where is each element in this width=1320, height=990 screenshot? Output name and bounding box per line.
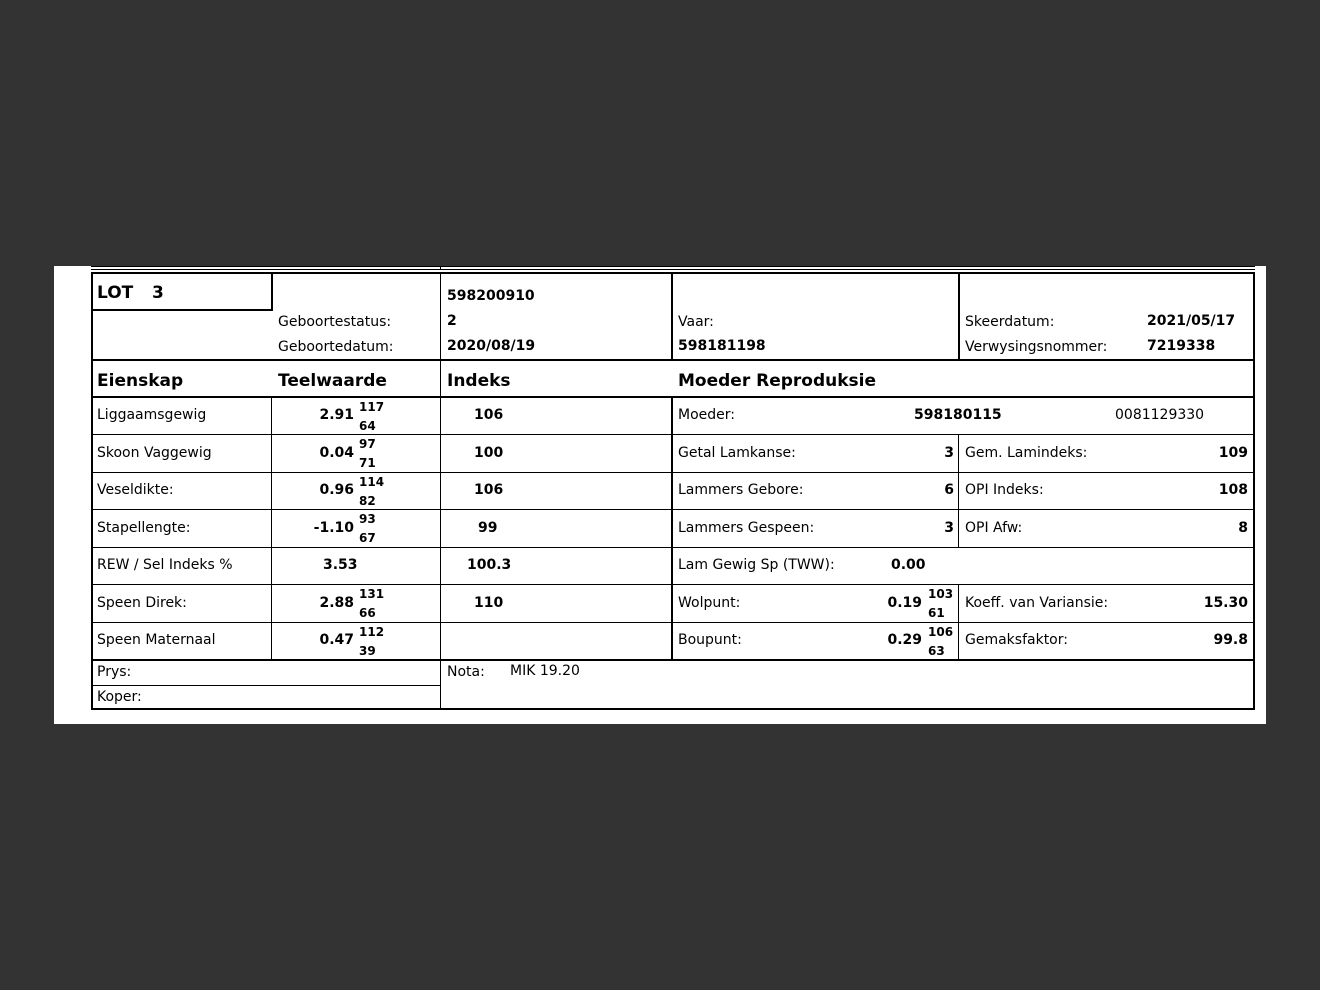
wool-score-rank-top: 103 <box>928 587 954 601</box>
lambs-born-value: 6 <box>944 482 954 498</box>
trait-value: 3.53 <box>323 557 358 573</box>
trait-rank-top: 114 <box>359 475 385 489</box>
trait-value: 2.88 <box>319 595 354 611</box>
lambings-value: 3 <box>944 445 954 461</box>
col-line-4-bottom <box>958 584 959 660</box>
row-line-1 <box>91 434 1255 435</box>
avg-lamb-index-label: Gem. Lamindeks: <box>965 445 1088 461</box>
lambs-weaned-value: 3 <box>944 520 954 536</box>
shearing-date-label: Skeerdatum: <box>965 314 1055 330</box>
birth-date-value: 2020/08/19 <box>447 338 536 354</box>
coef-variation-label: Koeff. van Variansie: <box>965 595 1109 611</box>
birth-status-label: Geboortestatus: <box>278 314 392 330</box>
build-score-rank-top: 106 <box>928 625 954 639</box>
price-label: Prys: <box>97 664 132 680</box>
ease-factor-label: Gemaksfaktor: <box>965 632 1068 648</box>
trait-index: 106 <box>474 407 504 423</box>
col-line-1 <box>271 396 272 660</box>
header-top-line <box>91 359 1255 361</box>
trait-rank-top: 97 <box>359 437 376 451</box>
trait-rank-top: 93 <box>359 512 376 526</box>
avg-lamb-index-value: 109 <box>1218 445 1248 461</box>
frame-bottom <box>91 708 1255 710</box>
header-bottom-line <box>91 396 1255 398</box>
note-label: Nota: <box>447 664 485 680</box>
header-dam-reproduction: Moeder Reproduksie <box>678 371 877 391</box>
header-index: Indeks <box>447 371 511 391</box>
dam-id: 598180115 <box>914 407 1002 423</box>
lambs-born-label: Lammers Gebore: <box>678 482 804 498</box>
build-score-rank-bottom: 63 <box>928 644 945 658</box>
top-edge-line <box>91 266 1255 267</box>
frame-right <box>1253 272 1255 710</box>
trait-name: Skoon Vaggewig <box>97 445 212 461</box>
dam-tag: 0081129330 <box>1115 407 1205 423</box>
wool-score-rank-bottom: 61 <box>928 606 945 620</box>
top-edge-tick <box>440 266 441 270</box>
trait-rank-bottom: 39 <box>359 644 376 658</box>
trait-name: Speen Maternaal <box>97 632 216 648</box>
trait-index: 106 <box>474 482 504 498</box>
build-score-value: 0.29 <box>887 632 922 648</box>
trait-value: -1.10 <box>313 520 354 536</box>
trait-value: 0.96 <box>319 482 354 498</box>
row-line-5 <box>91 584 1255 585</box>
col-line-2 <box>440 272 441 710</box>
col-line-3-top <box>671 272 673 361</box>
trait-rank-bottom: 67 <box>359 531 376 545</box>
table-bottom-line <box>91 659 1255 661</box>
shearing-date-value: 2021/05/17 <box>1147 313 1236 329</box>
ease-factor-value: 99.8 <box>1213 632 1248 648</box>
opi-deviation-value: 8 <box>1238 520 1248 536</box>
lot-label: LOT <box>97 283 134 303</box>
birth-status-value: 2 <box>447 313 457 329</box>
trait-index: 110 <box>474 595 504 611</box>
trait-rank-bottom: 71 <box>359 456 376 470</box>
build-score-label: Boupunt: <box>678 632 742 648</box>
trait-name: Veseldikte: <box>97 482 174 498</box>
note-value: MIK 19.20 <box>510 663 580 679</box>
header-trait: Eienskap <box>97 371 184 391</box>
lot-box-right <box>271 272 273 310</box>
trait-rank-bottom: 82 <box>359 494 376 508</box>
trait-rank-top: 112 <box>359 625 385 639</box>
lambings-label: Getal Lamkanse: <box>678 445 796 461</box>
row-line-2 <box>91 472 1255 473</box>
lot-box-top <box>91 272 273 274</box>
birth-date-label: Geboortedatum: <box>278 339 394 355</box>
trait-name: Stapellengte: <box>97 520 191 536</box>
trait-index: 100.3 <box>467 557 512 573</box>
col-line-4-top <box>958 272 960 361</box>
lambs-weaned-label: Lammers Gespeen: <box>678 520 815 536</box>
row-line-4 <box>91 547 1255 548</box>
reference-value: 7219338 <box>1147 338 1216 354</box>
lot-sheet <box>54 266 1266 724</box>
wool-score-label: Wolpunt: <box>678 595 741 611</box>
trait-value: 0.47 <box>319 632 354 648</box>
col-line-4-mid <box>958 434 959 548</box>
wool-score-value: 0.19 <box>887 595 922 611</box>
top-edge-line-2 <box>91 269 1255 270</box>
row-line-3 <box>91 509 1255 510</box>
lamb-weight-value: 0.00 <box>891 557 926 573</box>
sire-label: Vaar: <box>678 314 714 330</box>
trait-name: Speen Direk: <box>97 595 187 611</box>
opi-index-label: OPI Indeks: <box>965 482 1044 498</box>
price-buyer-divider <box>91 685 441 686</box>
dam-label: Moeder: <box>678 407 735 423</box>
trait-name: Liggaamsgewig <box>97 407 207 423</box>
reference-label: Verwysingsnommer: <box>965 339 1108 355</box>
trait-rank-top: 117 <box>359 400 385 414</box>
lot-box-bottom <box>91 309 273 311</box>
sire-id: 598181198 <box>678 338 766 354</box>
row-line-6 <box>91 622 1255 623</box>
trait-rank-bottom: 66 <box>359 606 376 620</box>
header-breeding-value: Teelwaarde <box>278 371 387 391</box>
col-line-3 <box>671 396 673 660</box>
trait-value: 0.04 <box>319 445 354 461</box>
lot-number: 3 <box>152 283 164 303</box>
trait-name: REW / Sel Indeks % <box>97 557 233 573</box>
lamb-weight-label: Lam Gewig Sp (TWW): <box>678 557 835 573</box>
animal-id: 598200910 <box>447 288 535 304</box>
trait-rank-top: 131 <box>359 587 385 601</box>
trait-rank-bottom: 64 <box>359 419 376 433</box>
trait-index: 99 <box>478 520 498 536</box>
trait-value: 2.91 <box>319 407 354 423</box>
opi-index-value: 108 <box>1218 482 1248 498</box>
frame-left <box>91 272 93 710</box>
frame-top <box>271 272 1255 274</box>
buyer-label: Koper: <box>97 689 142 705</box>
coef-variation-value: 15.30 <box>1203 595 1248 611</box>
trait-index: 100 <box>474 445 504 461</box>
opi-deviation-label: OPI Afw: <box>965 520 1023 536</box>
